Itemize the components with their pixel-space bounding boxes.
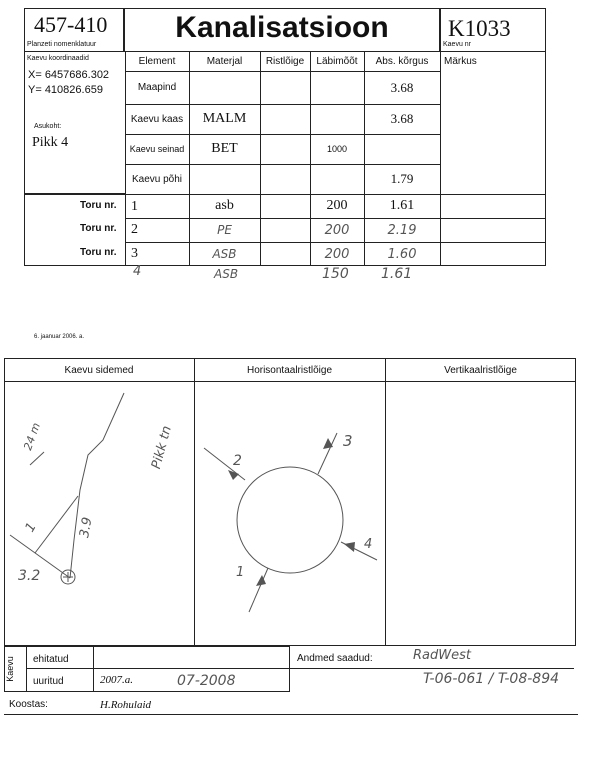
sheet-number: 457-410 [34,12,108,37]
pipe-height: 1.60 [387,246,417,262]
th-diameter: Läbimõõt [316,56,358,67]
street-label: Pikk tn [149,424,175,471]
pipe-diameter: 200 [326,198,348,213]
pipe-diameter: 200 [324,246,350,262]
pipe-nr: 2 [131,222,138,237]
row-material: MALM [202,111,247,126]
manhole-circle [237,467,343,573]
row-element: Kaevu põhi [131,173,183,185]
page-title: Kanalisatsioon [175,11,389,44]
extra-pipe-height: 1.61 [381,266,413,282]
panel-title: Horisontaalristlõige [246,365,333,376]
surveyed-label: uuritud [33,676,64,687]
data-from-value: RadWest [413,648,471,663]
th-notes: Märkus [444,56,477,67]
pipe-label-1: 1 [236,565,245,580]
coords-label: Kaevu koordinaadid [27,55,89,62]
street-edge-line [70,393,124,578]
row-height: 3.68 [390,79,414,95]
segment-label: 1 [22,520,40,535]
compiled-by: H.Rohulaid [100,699,152,711]
row-element: Kaevu kaas [130,113,184,125]
pipe-1-line [249,568,268,612]
distance-label: 3.9 [77,516,96,539]
row-height: 3.68 [390,111,414,126]
built-label: ehitatud [33,654,69,665]
coord-y: Y= 410826.659 [28,84,103,96]
row-diameter: 1000 [326,144,348,154]
th-cross: Ristlõige [265,56,305,67]
side-label: Kaevu [4,656,15,682]
th-element: Element [138,56,176,67]
pipe-nr: 3 [131,246,138,261]
compiled-label: Koostas: [9,699,48,710]
arrow-icon [344,542,355,552]
sheet-label: Planzeti nomenklatuur [27,41,97,48]
pipe-material: asb [215,198,234,213]
panel-title: Vertikaalristlõige [444,365,517,376]
panel-title: Kaevu sidemed [64,365,134,376]
location-value: Pikk 4 [32,135,69,150]
pipe-diameter: 200 [324,222,350,238]
pipe-label-3: 3 [343,432,353,450]
pipe-nr: 1 [131,199,138,214]
data-from-label: Andmed saadud: [297,653,373,664]
surveyed-year: 2007.a. [100,674,133,686]
pipe-label: Toru nr. [80,247,117,258]
extra-pipe-nr: 4 [133,264,142,279]
th-height: Abs. kõrgus [375,56,429,67]
pipe-material: PE [217,223,232,237]
measure-line-b [35,496,78,553]
extra-pipe-diameter: 150 [322,266,349,282]
pipe-material: ASB [212,247,237,261]
north-label: 24 m [21,421,44,452]
location-label: Asukoht: [34,123,62,130]
row-element: Kaevu seinad [129,144,185,154]
pipe-label-2: 2 [233,453,242,469]
pipe-label-4: 4 [364,537,373,552]
row-height: 1.79 [390,171,414,186]
well-id-label: Kaevu nr [443,41,472,48]
distance-label: 3.2 [18,568,41,584]
row-element: Maapind [137,82,177,93]
row-material: BET [211,141,238,156]
pipe-label: Toru nr. [80,200,117,211]
arrow-icon [323,438,333,449]
surveyed-date: 07-2008 [177,673,236,689]
north-arrow-line [30,452,44,465]
extra-pipe-material: ASB [214,267,239,281]
pipe-height: 1.61 [389,198,415,213]
date-note: 6. jaanuar 2006. a. [34,334,85,340]
pipe-label: Toru nr. [80,223,117,234]
data-refs: T-06-061 / T-08-894 [423,671,560,687]
coord-x: X= 6457686.302 [28,69,110,81]
well-id: K1033 [448,16,511,41]
pipe-height: 2.19 [387,222,417,238]
th-material: Materjal [206,56,243,67]
